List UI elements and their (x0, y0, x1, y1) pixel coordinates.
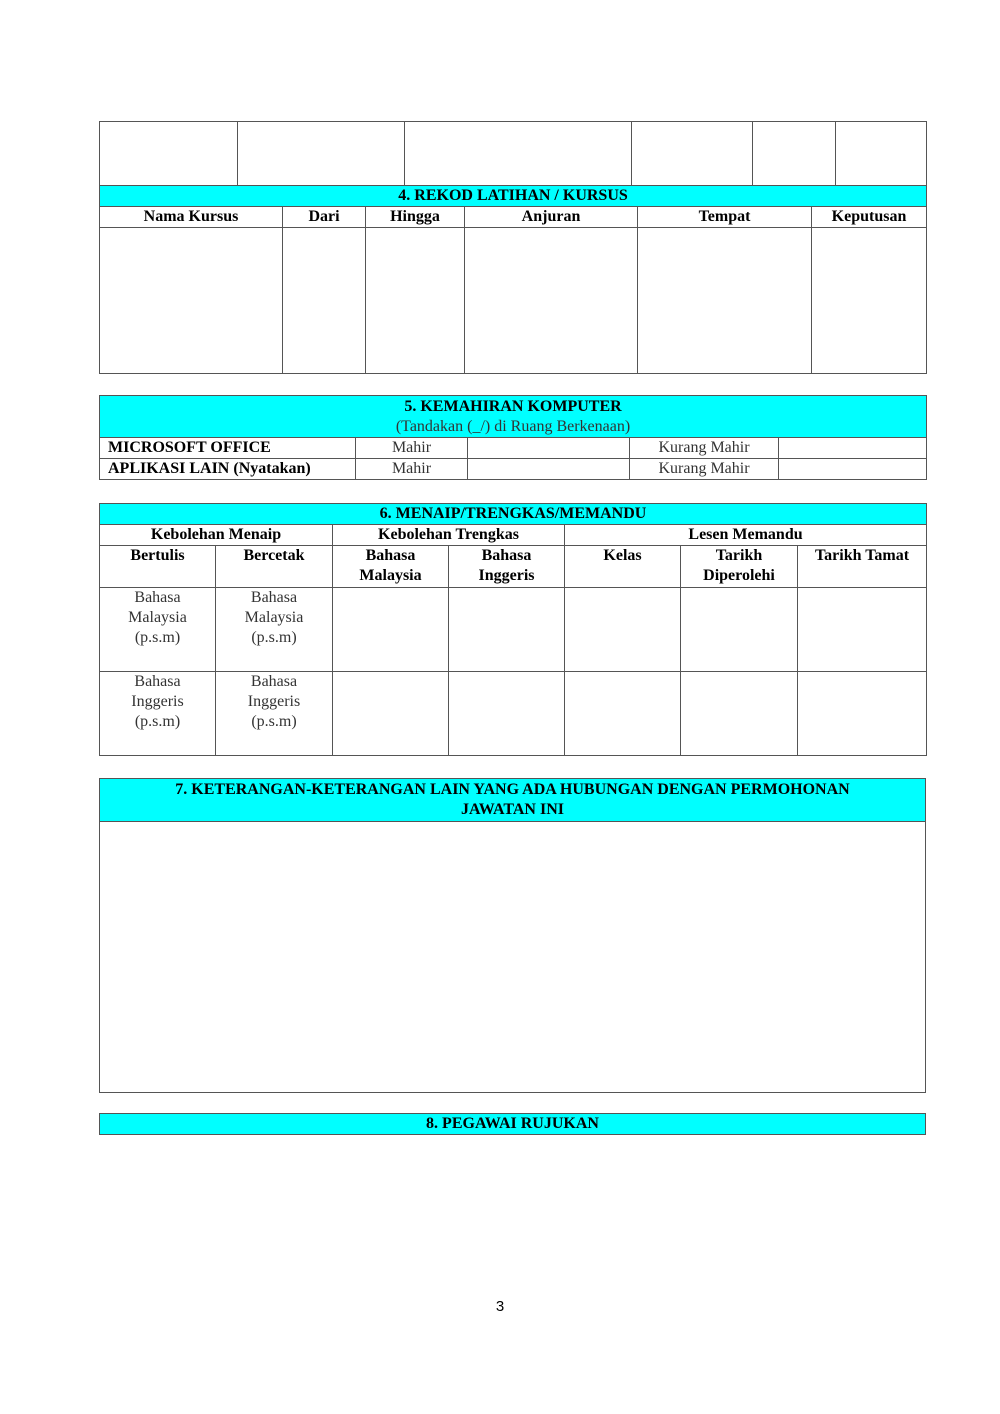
input-kelas-2[interactable] (565, 672, 681, 756)
checkbox-mahir-aplikasi[interactable] (468, 459, 630, 480)
input-anjuran[interactable] (465, 228, 638, 374)
checkbox-kurang-mahir-aplikasi[interactable] (779, 459, 927, 480)
input-keterangan-lain[interactable] (100, 822, 926, 1093)
input-tempat[interactable] (638, 228, 812, 374)
col-anjuran: Anjuran (465, 207, 638, 228)
section-7-title-line1: 7. KETERANGAN-KETERANGAN LAIN YANG ADA HUBUNGAN DENGAN PERMOHONAN (175, 781, 850, 798)
col-keputusan: Keputusan (812, 207, 927, 228)
section-5-header (100, 396, 927, 438)
input-trengkas-bm-2[interactable] (333, 672, 449, 756)
section-5-subtitle: (Tandakan (_/) di Ruang Berkenaan) (395, 417, 631, 435)
checkbox-mahir-office[interactable] (468, 438, 630, 459)
group-kebolehan-trengkas: Kebolehan Trengkas (333, 525, 565, 546)
cell-bertulis-bm[interactable]: Bahasa Malaysia (p.s.m) (100, 588, 216, 672)
cell-bercetak-bm[interactable]: Bahasa Malaysia (p.s.m) (216, 588, 333, 672)
group-lesen-memandu: Lesen Memandu (565, 525, 927, 546)
section-4-title: 4. REKOD LATIHAN / KURSUS (100, 186, 927, 207)
cell-bertulis-bi[interactable]: Bahasa Inggeris (p.s.m) (100, 672, 216, 756)
section-7-title-line2: JAWATAN INI (461, 801, 564, 818)
cell-bercetak-bi[interactable]: Bahasa Inggeris (p.s.m) (216, 672, 333, 756)
option-kurang-mahir: Kurang Mahir (630, 459, 779, 480)
input-kelas[interactable] (565, 588, 681, 672)
col-kelas: Kelas (565, 546, 681, 588)
section-7-header (100, 779, 926, 822)
col-nama-kursus: Nama Kursus (100, 207, 283, 228)
col-dari: Dari (283, 207, 366, 228)
input-trengkas-bm[interactable] (333, 588, 449, 672)
section-5-table (99, 395, 927, 480)
col-bercetak: Bercetak (216, 546, 333, 588)
checkbox-kurang-mahir-office[interactable] (779, 438, 927, 459)
input-tarikh-diperolehi-2[interactable] (681, 672, 798, 756)
input-tarikh-diperolehi[interactable] (681, 588, 798, 672)
col-bertulis: Bertulis (100, 546, 216, 588)
previous-section-row (100, 122, 926, 185)
input-dari[interactable] (283, 228, 366, 374)
label-microsoft-office: MICROSOFT OFFICE (100, 438, 356, 459)
input-tarikh-tamat-2[interactable] (798, 672, 927, 756)
col-tarikh-tamat: Tarikh Tamat (798, 546, 927, 588)
col-tarikh-diperolehi: Tarikh Diperolehi (681, 546, 798, 588)
section-6-title: 6. MENAIP/TRENGKAS/MEMANDU (100, 504, 927, 525)
section-8-table (99, 1113, 926, 1135)
section-7-table (99, 778, 926, 1093)
input-keputusan[interactable] (812, 228, 927, 374)
input-trengkas-bi[interactable] (449, 588, 565, 672)
option-mahir: Mahir (356, 438, 468, 459)
col-hingga: Hingga (366, 207, 465, 228)
col-trengkas-bm: Bahasa Malaysia (333, 546, 449, 588)
col-trengkas-bi: Bahasa Inggeris (449, 546, 565, 588)
input-hingga[interactable] (366, 228, 465, 374)
label-aplikasi-lain: APLIKASI LAIN (Nyatakan) (100, 459, 356, 480)
section-4-table (99, 121, 927, 374)
section-6-table (99, 503, 927, 756)
col-tempat: Tempat (638, 207, 812, 228)
option-mahir: Mahir (356, 459, 468, 480)
section-5-title: 5. KEMAHIRAN KOMPUTER (404, 397, 622, 415)
page-number: 3 (495, 1298, 505, 1315)
input-trengkas-bi-2[interactable] (449, 672, 565, 756)
section-8-title: 8. PEGAWAI RUJUKAN (100, 1114, 926, 1135)
group-kebolehan-menaip: Kebolehan Menaip (100, 525, 333, 546)
input-tarikh-tamat[interactable] (798, 588, 927, 672)
input-nama-kursus[interactable] (100, 228, 283, 374)
option-kurang-mahir: Kurang Mahir (630, 438, 779, 459)
